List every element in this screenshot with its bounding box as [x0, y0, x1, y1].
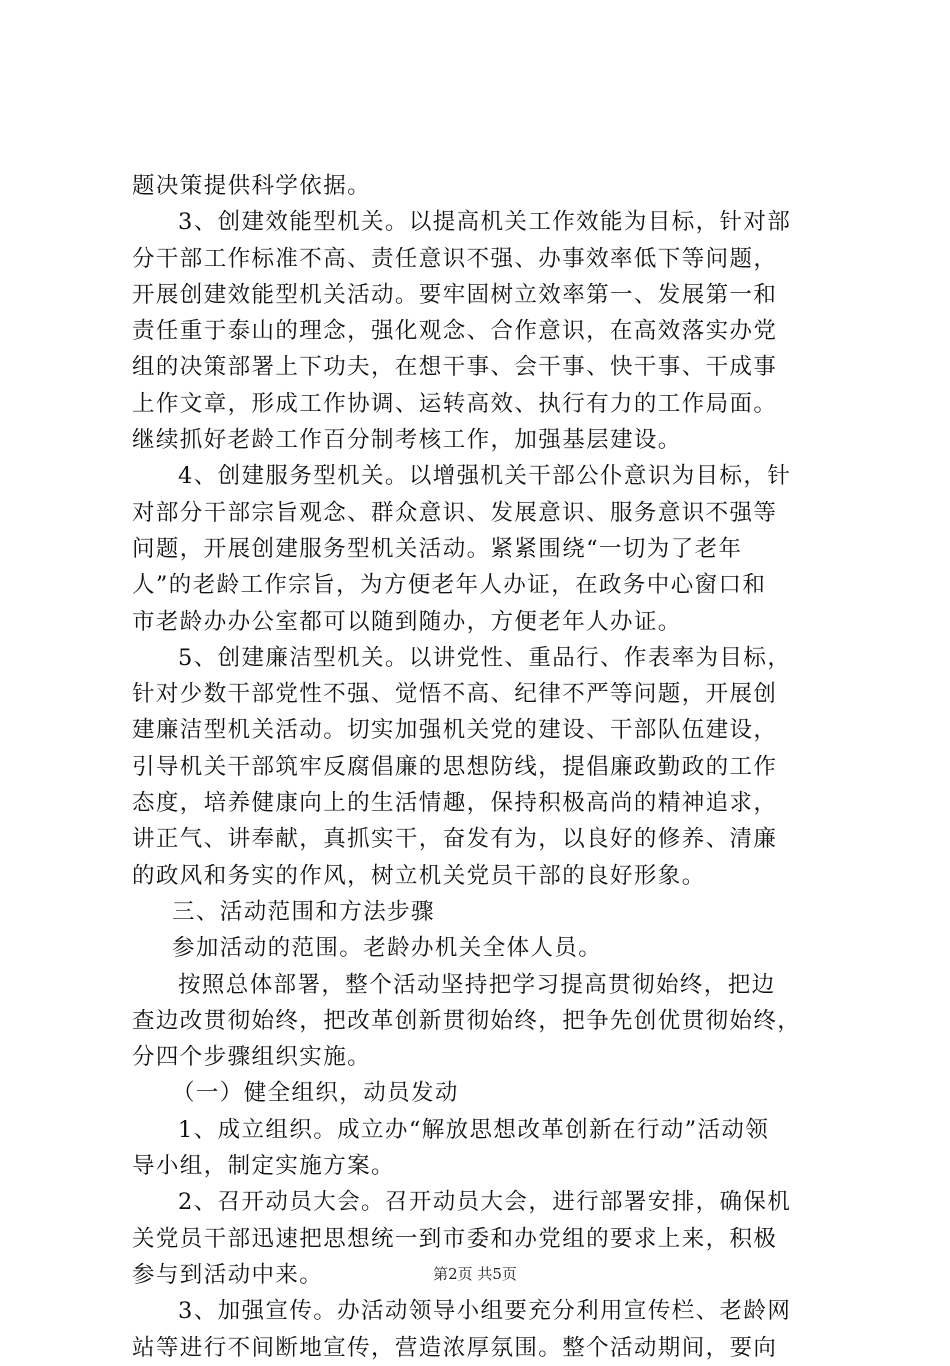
text-line: 参加活动的范围。老龄办机关全体人员。 — [172, 935, 603, 962]
text-line: 1、成立组织。成立办“解放思想改革创新在行动”活动领 — [178, 1116, 770, 1143]
text-line: 题决策提供科学依据。 — [132, 173, 372, 199]
text-line: 2、召开动员大会。召开动员大会，进行部署安排，确保机 — [178, 1189, 792, 1216]
text-line: 市老龄办办公室都可以随到随办，方便老年人办证。 — [132, 608, 682, 635]
text-line: 讲正气、讲奉献，真抓实干，奋发有为，以良好的修养、清廉 — [132, 826, 778, 853]
text-line: 态度，培养健康向上的生活情趣，保持积极高尚的精神追求， — [132, 790, 778, 817]
text-line: 建廉洁型机关活动。切实加强机关党的建设、干部队伍建设， — [132, 717, 778, 744]
text-line: 分干部工作标准不高、责任意识不强、办事效率低下等问题， — [132, 245, 778, 272]
text-line: 引导机关干部筑牢反腐倡廉的思想防线，提倡廉政勤政的工作 — [132, 753, 778, 780]
text-line: 的政风和务实的作风，树立机关党员干部的良好形象。 — [132, 862, 706, 889]
text-line: 导小组，制定实施方案。 — [132, 1153, 395, 1180]
text-line: 开展创建效能型机关活动。要牢固树立效率第一、发展第一和 — [132, 281, 778, 308]
text-line: （一）健全组织，动员发动 — [172, 1080, 459, 1107]
document-body — [132, 168, 832, 1366]
text-line: 关党员干部迅速把思想统一到市委和办党组的要求上来，积极 — [132, 1225, 778, 1252]
text-line: 查边改贯彻始终，把改革创新贯彻始终，把争先创优贯彻始终， — [132, 1007, 802, 1034]
text-line: 针对少数干部党性不强、觉悟不高、纪律不严等问题，开展创 — [132, 681, 778, 708]
text-line: 参与到活动中来。 — [132, 1261, 324, 1288]
page-footer: 第2页 共5页 — [433, 1265, 517, 1283]
text-line: 组的决策部署上下功夫，在想干事、会干事、快干事、干成事 — [132, 354, 778, 381]
text-line: 对部分干部宗旨观念、群众意识、发展意识、服务意识不强等 — [132, 499, 778, 526]
text-line: 上作文章，形成工作协调、运转高效、执行有力的工作局面。 — [132, 390, 778, 417]
text-line: 责任重于泰山的理念，强化观念、合作意识，在高效落实办党 — [132, 318, 778, 345]
text-line: 三、活动范围和方法步骤 — [172, 898, 435, 925]
text-line: 站等进行不间断地宣传，营造浓厚氛围。整个活动期间，要向 — [132, 1334, 778, 1361]
text-line: 问题，开展创建服务型机关活动。紧紧围绕“一切为了老年 — [132, 535, 743, 562]
text-line: 继续抓好老龄工作百分制考核工作，加强基层建设。 — [132, 427, 682, 454]
text-line: 5、创建廉洁型机关。以讲党性、重品行、作表率为目标， — [178, 644, 792, 671]
text-line: 分四个步骤组织实施。 — [132, 1044, 372, 1071]
text-line: 按照总体部署，整个活动坚持把学习提高贯彻始终，把边 — [178, 971, 776, 998]
text-line: 人”的老龄工作宗旨，为方便老年人办证，在政务中心窗口和 — [132, 572, 767, 599]
text-line: 3、创建效能型机关。以提高机关工作效能为目标，针对部 — [178, 209, 792, 236]
text-line: 4、创建服务型机关。以增强机关干部公仆意识为目标，针 — [178, 463, 792, 490]
text-line: 3、加强宣传。办活动领导小组要充分利用宣传栏、老龄网 — [178, 1298, 792, 1325]
